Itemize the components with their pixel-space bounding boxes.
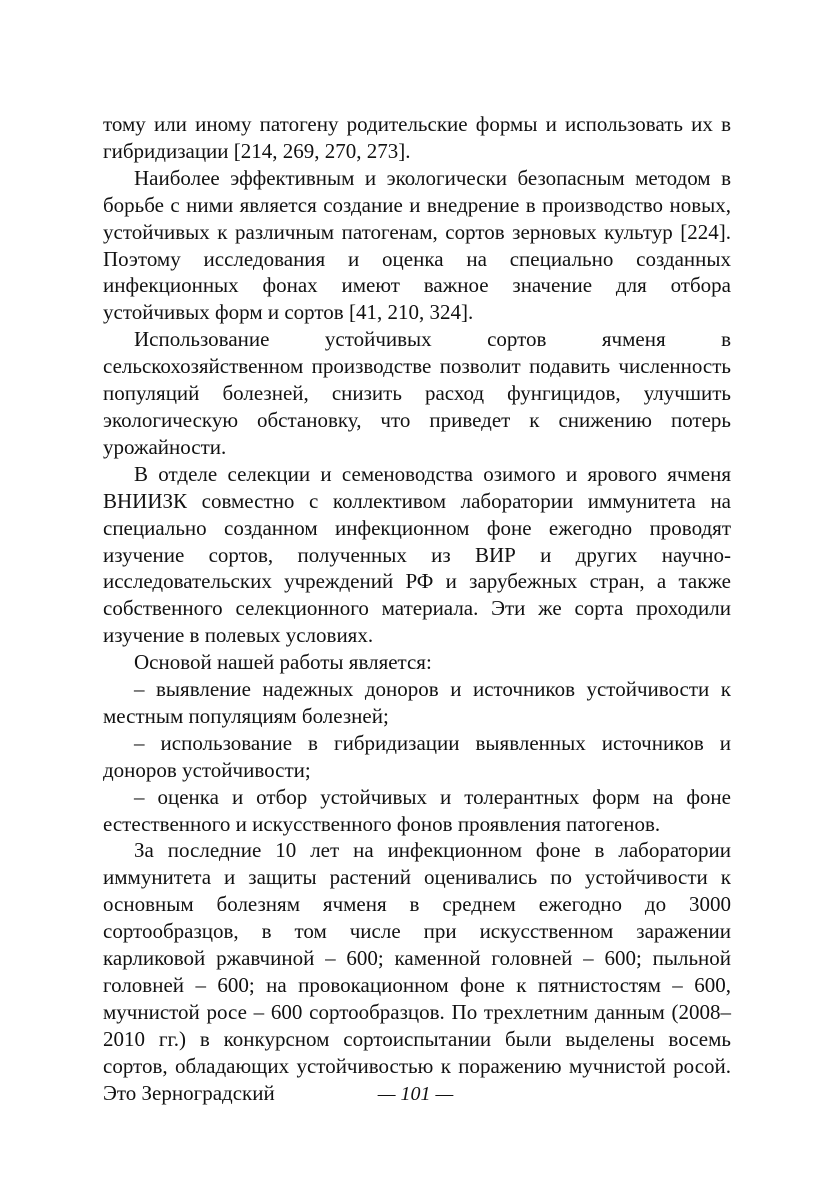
page-body (103, 111, 731, 1107)
paragraph-department-work: В отделе селекции и семеноводства озимого и ярового ячменя ВНИИЗК совместно с коллективом лаборатории иммунитета на специально созданном инфекционном фоне ежегодно проводят изучение сортов, полученных из ВИР и других научно-исследовательских учреждений РФ и зарубежных стран, а также собственного селекционного материала. Эти же сорта проходили изучение в полевых условиях. (103, 461, 731, 648)
list-item-donors: – выявление надежных доноров и источников устойчивости к местным популяциям болезней; (103, 677, 731, 728)
paragraph-resistant-varieties: Использование устойчивых сортов ячменя в сельскохозяйственном производстве позволит подавить численность популяций болезней, снизить расход фунгицидов, улучшить экологическую обстановку, что приведет к снижению потерь урожайности. (103, 327, 731, 459)
list-item-selection: – оценка и отбор устойчивых и толерантных форм на фоне естественного и искусственного фонов проявления патогенов. (103, 784, 731, 836)
paragraph-eco-method: Наиболее эффективным и экологически безопасным методом в борьбе с ними является создание и внедрение в производство новых, устойчивых к различным патогенам, сортов зерновых культур [224]. Поэтому исследования и оценка на специально созданных инфекционных фонах имеют важное значение для отбора устойчивых форм и сортов [41, 210, 324]. (103, 165, 731, 325)
paragraph-last-ten-years: За последние 10 лет на инфекционном фоне в лаборатории иммунитета и защиты растений оценивались по устойчивости к основным болезням ячменя в среднем ежегодно до 3000 сортообразцов, в том числе при искусственном заражении карликовой ржавчиной – 600; каменной головней – 600; пыльной головней – 600; на провокационном фоне к пятнистостям – 600, мучнистой росе – 600 сортообразцов. По трехлетним данным (2008–2010 гг.) в конкурсном сортоиспытании были выделены восемь сортов, обладающих устойчивостью к поражению мучнистой росой. Это Зерноградский (103, 838, 731, 1105)
list-item-hybridization: – использование в гибридизации выявленных источников и доноров устойчивости; (103, 730, 731, 782)
page-number: — 101 — (377, 1083, 454, 1105)
paragraph-continuation: тому или иному патогену родительские формы и использовать их в гибридизации [214, 269, 270, 273]. (103, 112, 731, 163)
paragraph-work-basis: Основой нашей работы является: (134, 650, 432, 675)
